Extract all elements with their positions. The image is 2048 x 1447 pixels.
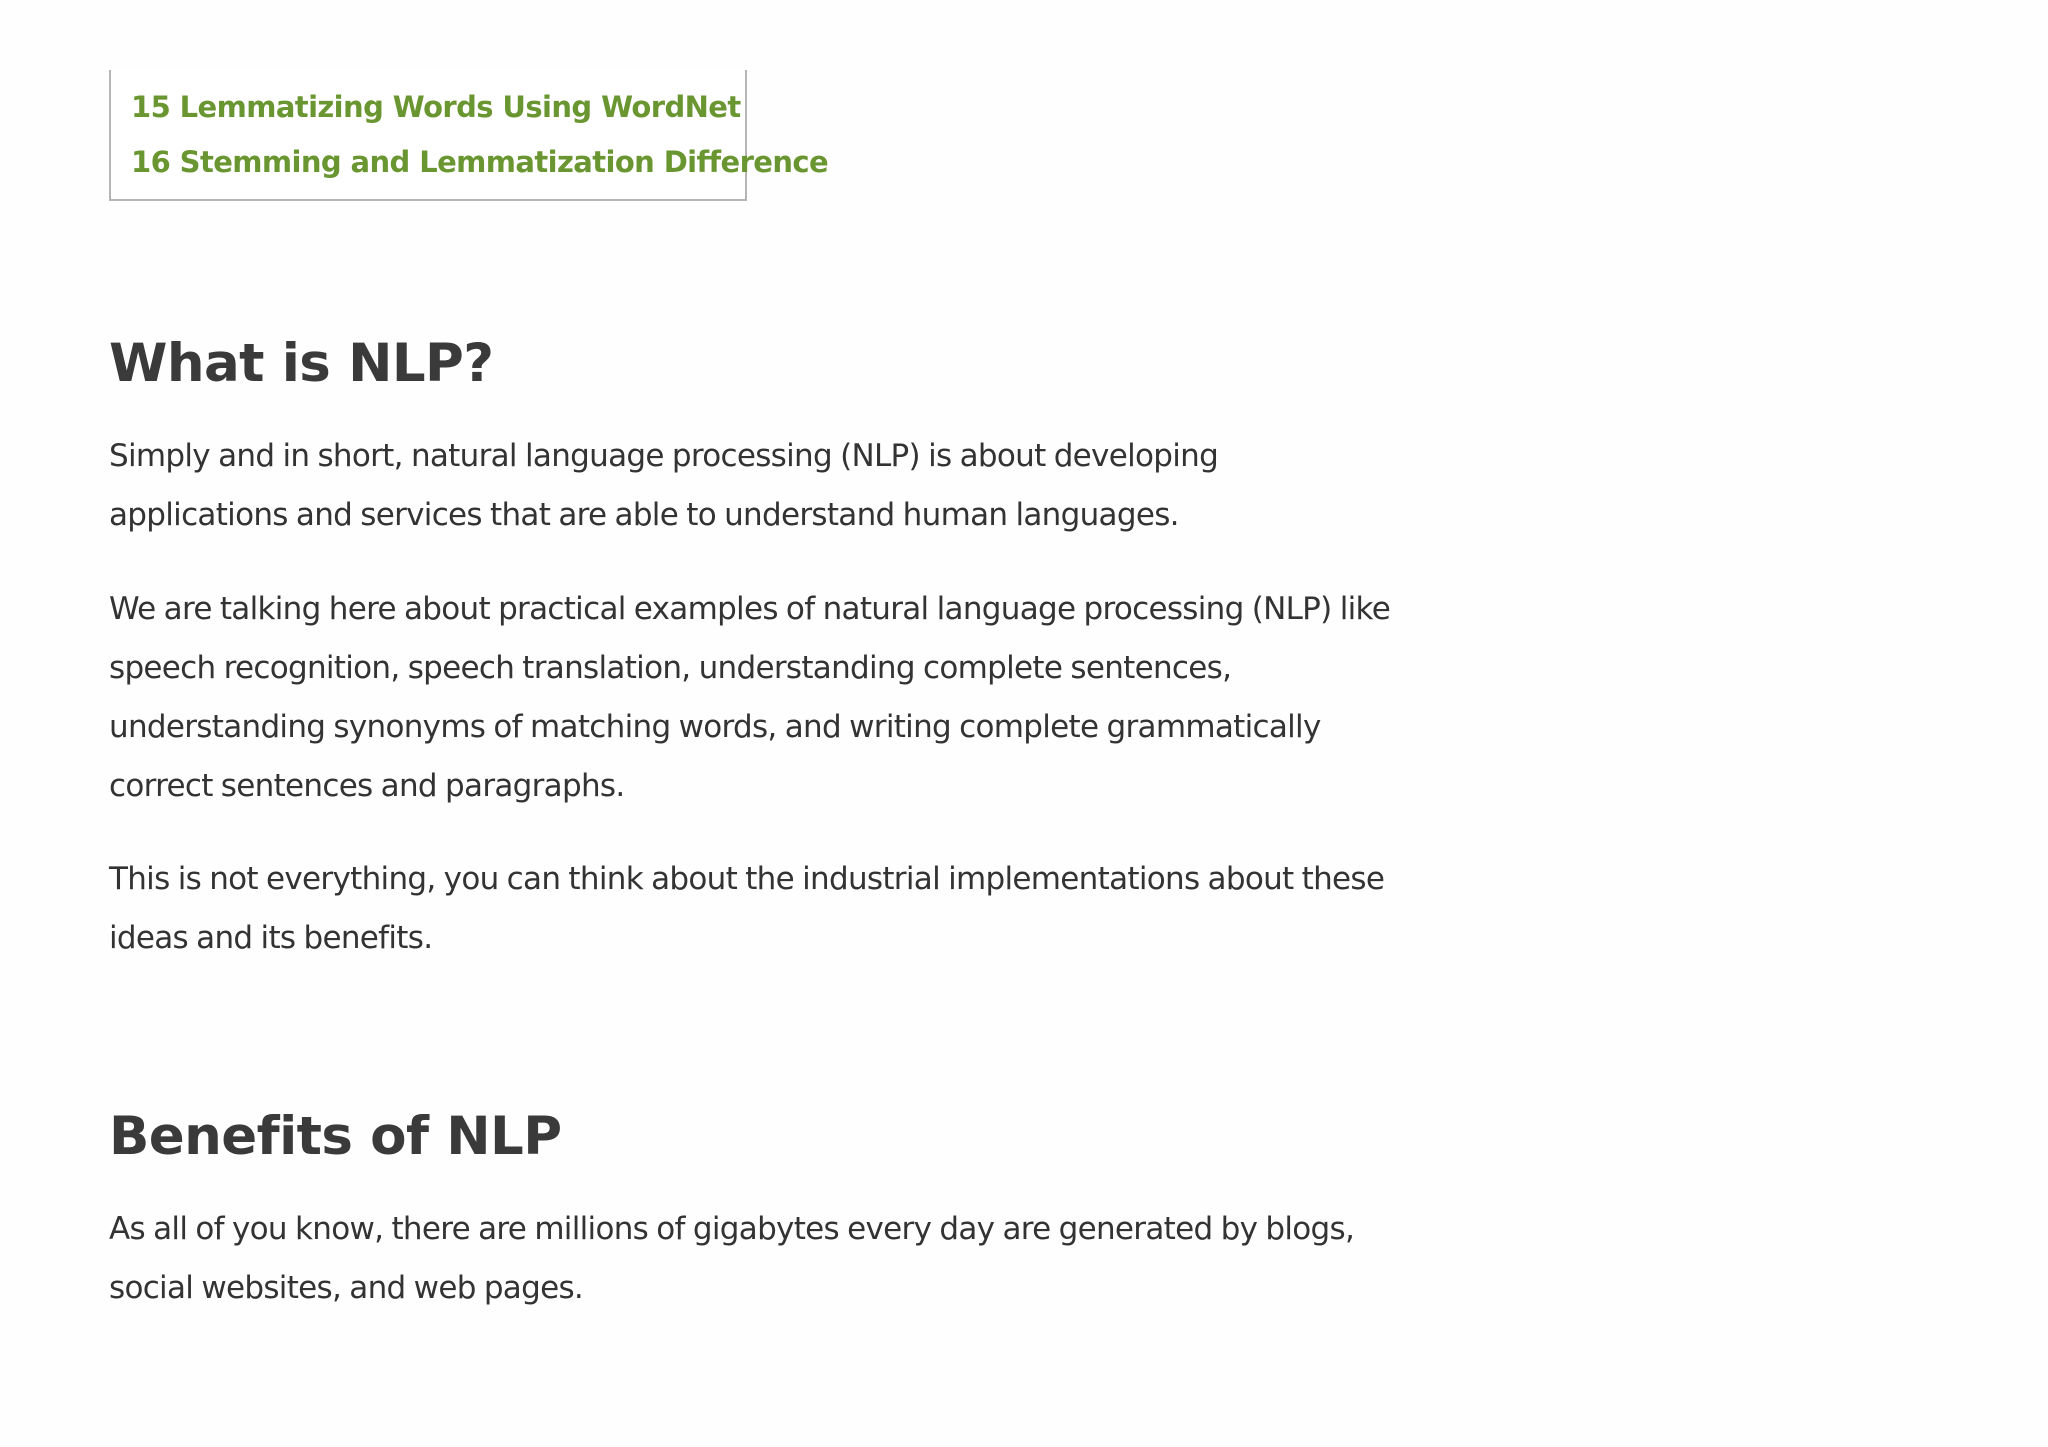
toc-link-stemming-lemmatization-difference[interactable]: 16 Stemming and Lemmatization Difference xyxy=(131,145,829,179)
toc-list xyxy=(131,80,828,190)
section-heading-benefits-of-nlp: Benefits of NLP xyxy=(109,1106,562,1167)
toc-item xyxy=(131,135,828,190)
paragraph: We are talking here about practical examples of natural language processing (NLP) like speech recognition, speech translation, understanding complete sentences, understanding synonyms of matching words, and writing complete grammatically correct sentences and paragraphs. xyxy=(109,591,1391,804)
toc-item xyxy=(131,80,828,135)
toc-link-lemmatizing-wordnet[interactable]: 15 Lemmatizing Words Using WordNet xyxy=(131,90,741,124)
table-of-contents xyxy=(109,70,829,201)
section-heading-what-is-nlp: What is NLP? xyxy=(109,333,494,394)
paragraph: Simply and in short, natural language processing (NLP) is about developing applications and services that are able to understand human languages. xyxy=(109,438,1219,533)
paragraph: This is not everything, you can think about the industrial implementations about these ideas and its benefits. xyxy=(109,861,1385,956)
paragraph: As all of you know, there are millions of gigabytes every day are generated by blogs, social websites, and web pages. xyxy=(109,1211,1355,1306)
